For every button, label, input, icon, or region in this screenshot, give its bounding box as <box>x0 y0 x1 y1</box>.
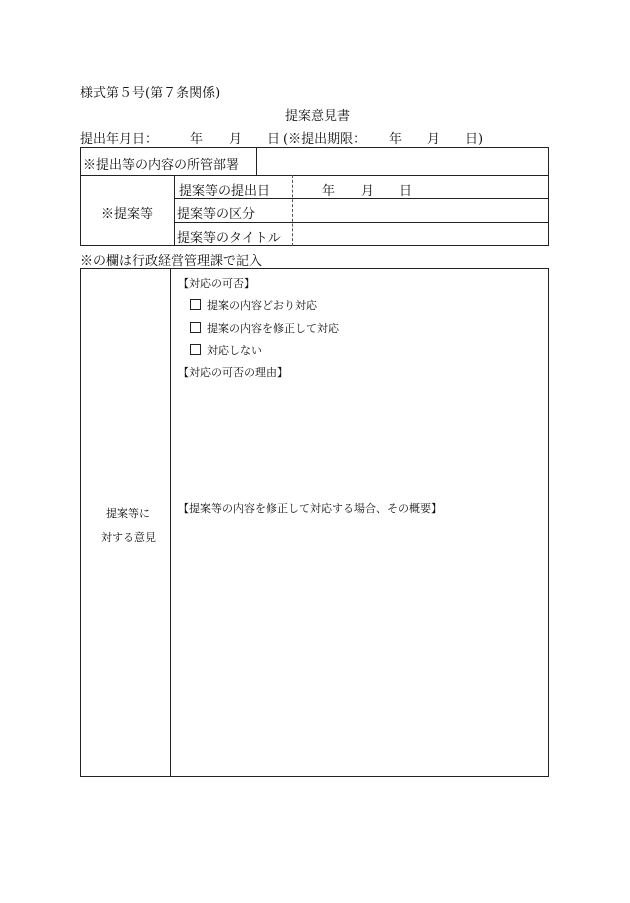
column-divider <box>174 175 175 246</box>
form-number: 様式第５号(第７条関係) <box>80 86 221 101</box>
checkbox-icon[interactable] <box>190 299 201 310</box>
option-label: 提案の内容どおり対応 <box>207 299 317 312</box>
proposal-date-label: 提案等の提出日 <box>179 184 271 199</box>
submission-date-label: 提出年月日： <box>80 132 159 147</box>
deadline-month-unit: 月 <box>427 132 441 147</box>
row-divider <box>174 222 549 223</box>
deadline-year-unit: 年 <box>389 132 403 147</box>
proposal-title-label: 提案等のタイトル <box>177 231 281 246</box>
submission-month-unit: 月 <box>229 132 243 147</box>
submission-day-unit: 日 <box>267 132 281 147</box>
option-label: 提案の内容を修正して対応 <box>207 322 339 335</box>
proposal-month-unit: 月 <box>361 184 375 199</box>
opinion-table-border <box>80 268 549 777</box>
department-label: ※提出等の内容の所管部署 <box>83 158 240 173</box>
submission-year-unit: 年 <box>190 132 204 147</box>
option-not-handled[interactable] <box>190 342 262 358</box>
column-divider <box>170 268 171 777</box>
proposal-day-unit: 日 <box>399 184 413 199</box>
proposal-group-label: ※提案等 <box>101 207 154 222</box>
deadline-label: (※提出期限： <box>283 132 367 147</box>
deadline-day-unit: 日) <box>465 132 484 147</box>
reason-heading: 【対応の可否の理由】 <box>178 366 288 379</box>
column-divider <box>256 147 257 175</box>
checkbox-icon[interactable] <box>190 344 201 355</box>
modification-summary-heading: 【提案等の内容を修正して対応する場合、その概要】 <box>178 502 442 515</box>
row-divider <box>80 175 549 176</box>
dashed-divider <box>292 175 293 246</box>
feasibility-heading: 【対応の可否】 <box>178 277 255 290</box>
option-modified[interactable] <box>190 320 339 336</box>
opinion-label-line2: 対する意見 <box>101 531 156 544</box>
form-title: 提案意見書 <box>285 109 351 124</box>
office-use-note: ※の欄は行政経営管理課で記入 <box>80 254 263 269</box>
proposal-category-label: 提案等の区分 <box>177 207 256 222</box>
proposal-year-unit: 年 <box>322 184 336 199</box>
opinion-label-line1: 提案等に <box>106 507 150 520</box>
option-label: 対応しない <box>207 344 262 357</box>
checkbox-icon[interactable] <box>190 322 201 333</box>
option-as-proposed[interactable] <box>190 297 317 313</box>
